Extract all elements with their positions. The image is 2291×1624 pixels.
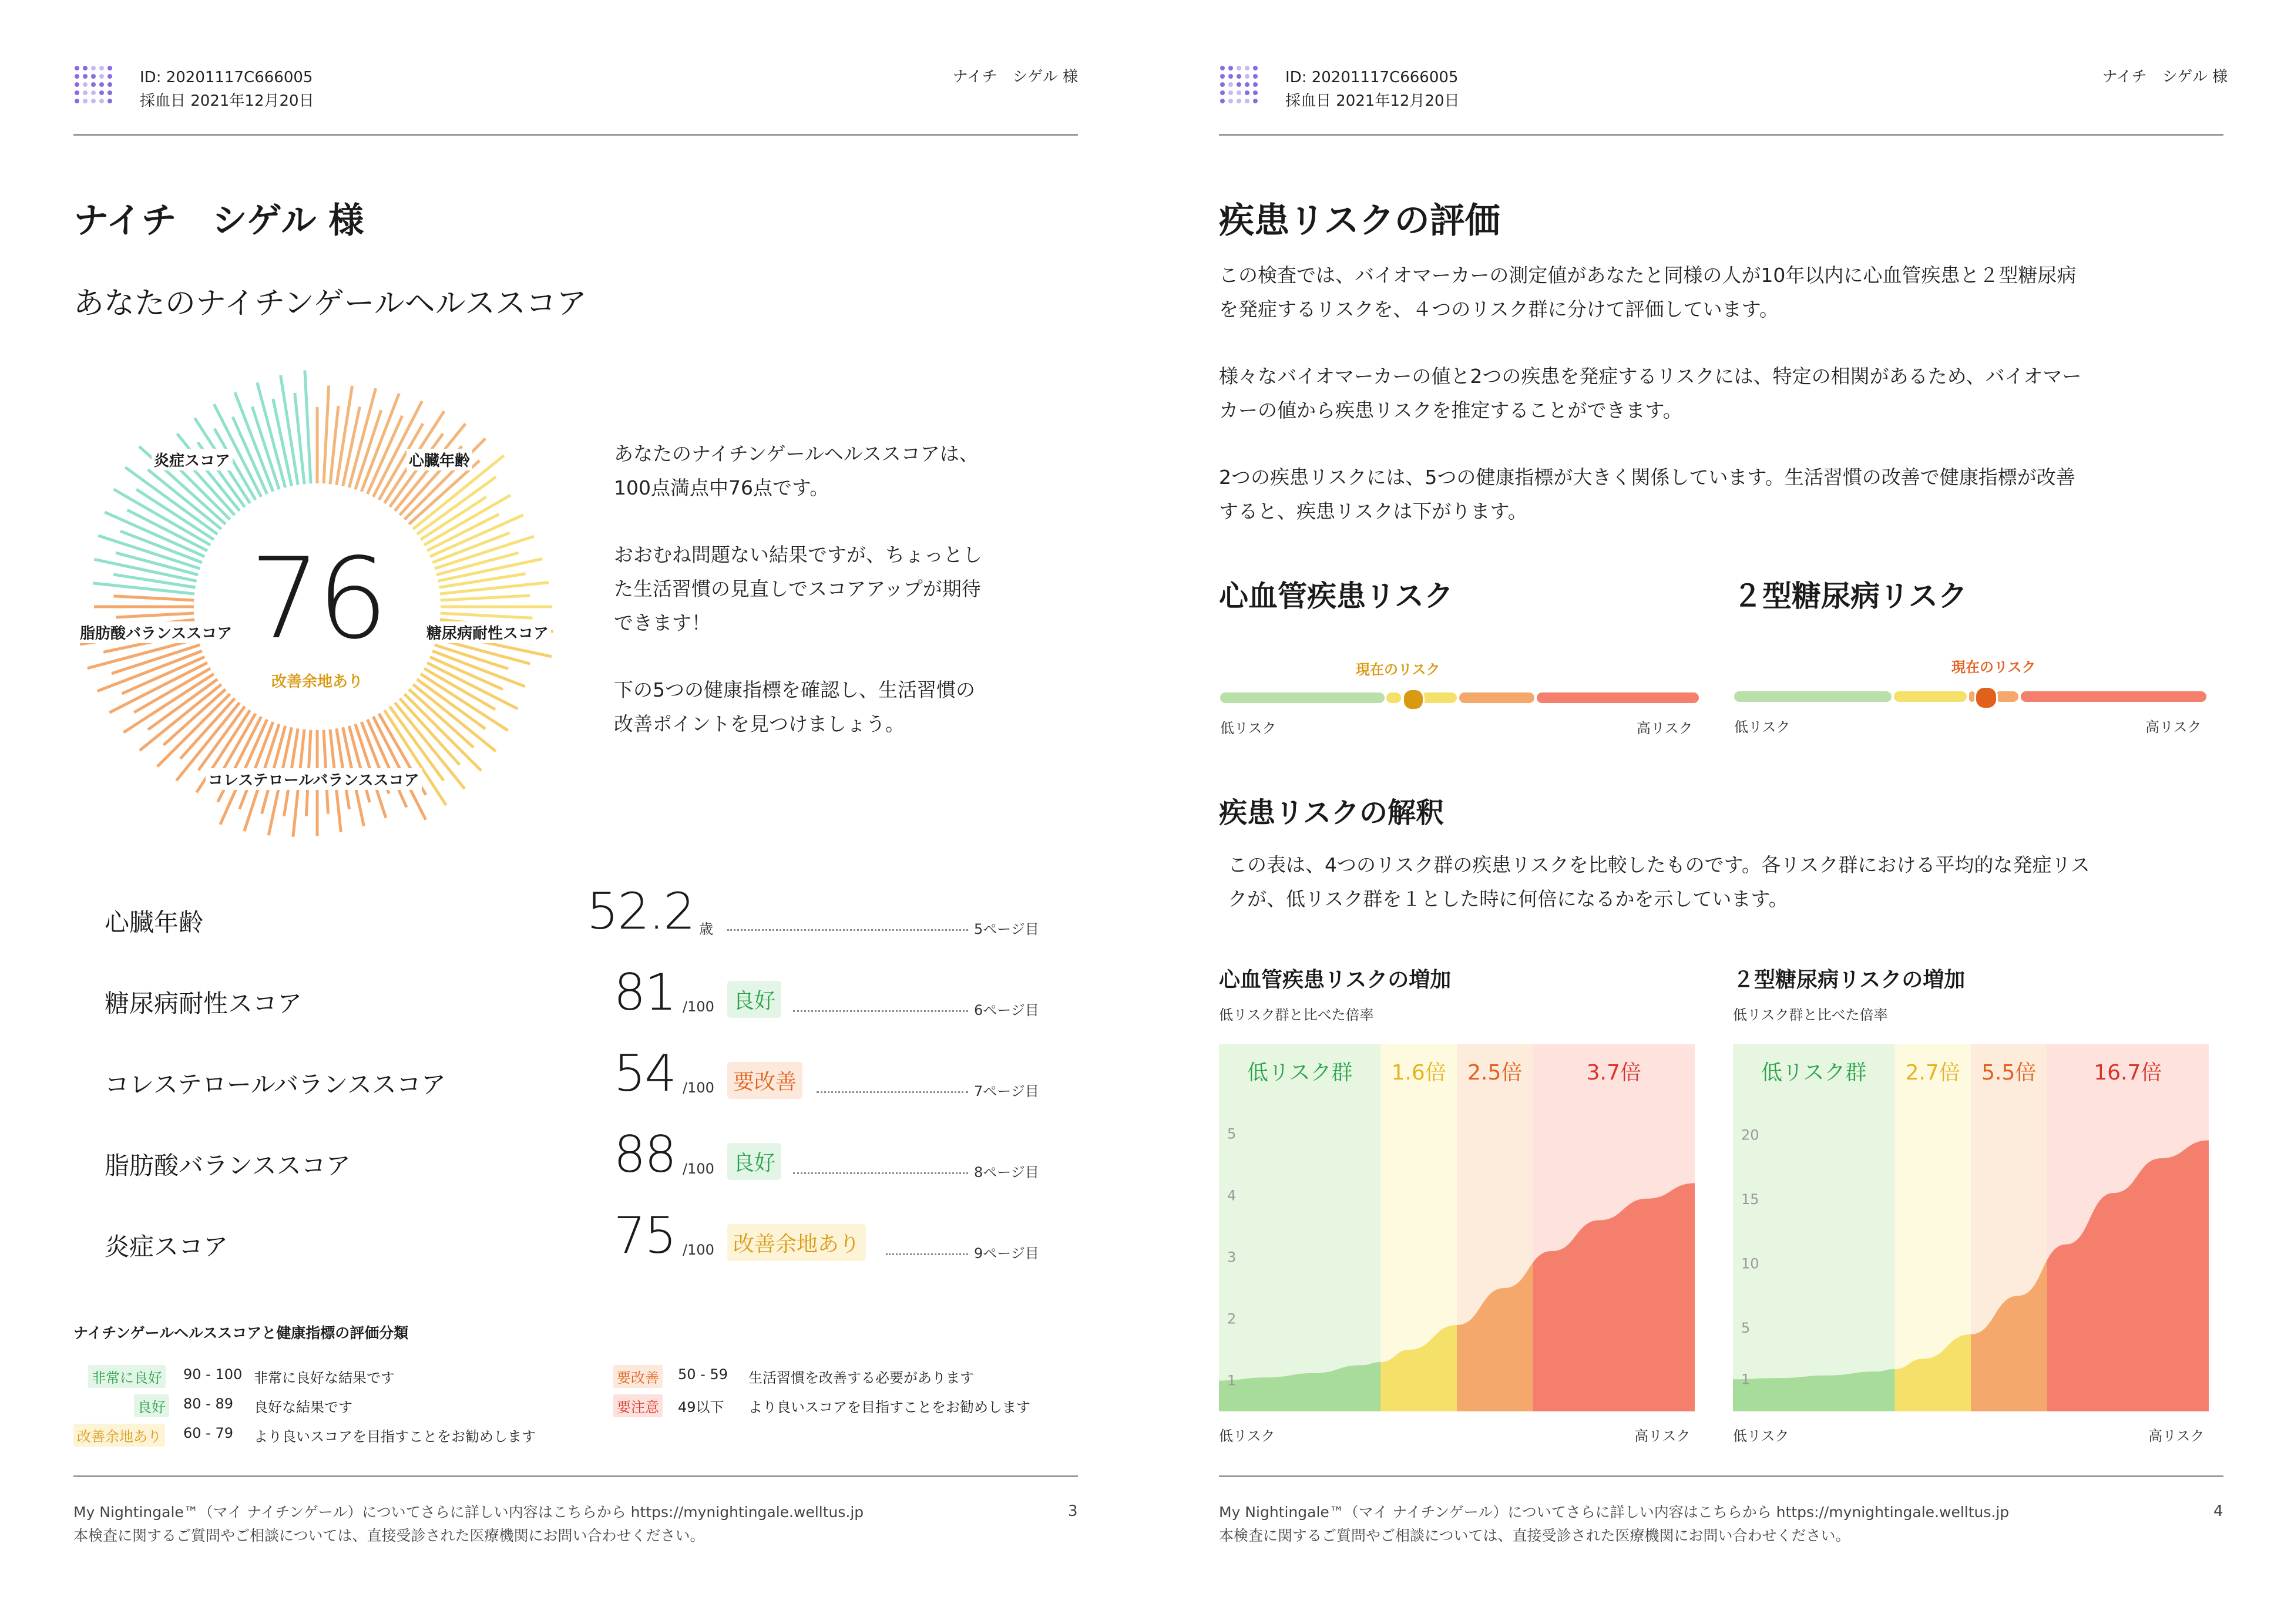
indicator-unit: /100 bbox=[683, 1161, 714, 1177]
indicator-value: 88 bbox=[613, 1125, 676, 1184]
footer-line: 本検査に関するご質問やご相談については、直接受診された医療機関にお問い合わせください。 bbox=[73, 1527, 705, 1544]
health-score-value: 76 bbox=[250, 534, 385, 664]
cvd-chart-ylabel: 低リスク群と比べた倍率 bbox=[1219, 1007, 1374, 1023]
t2d-chart-xlabel-low: 低リスク bbox=[1733, 1428, 1789, 1444]
cvd-risk-chart bbox=[1219, 1044, 1695, 1411]
para-line: カーの値から疾患リスクを推定することができます。 bbox=[1219, 399, 1682, 422]
leader-dots bbox=[793, 1010, 968, 1012]
score-wheel-ray bbox=[113, 596, 194, 600]
legend-text: より良いスコアを目指すことをお勧めします bbox=[254, 1428, 536, 1445]
intro-line: あなたのナイチンゲールヘルススコアは、 bbox=[614, 442, 979, 465]
interpretation-text bbox=[1228, 848, 2090, 916]
status-badge-good: 良好 bbox=[727, 1143, 781, 1180]
footer-text bbox=[1219, 1501, 2009, 1548]
wheel-label-cholesterol: コレステロールバランススコア bbox=[206, 768, 422, 790]
footer-text bbox=[73, 1501, 864, 1548]
y-tick-label: 1 bbox=[1741, 1371, 1751, 1388]
header-id: ID: 20201117C666005 bbox=[140, 69, 313, 86]
risk-group-label: 低リスク群 bbox=[1247, 1061, 1353, 1085]
status-badge-room-for-improvement: 改善余地あり bbox=[727, 1224, 866, 1261]
score-wheel-ray bbox=[337, 386, 352, 485]
cvd-risk-title: 心血管疾患リスク bbox=[1219, 579, 1453, 613]
leader-dots bbox=[793, 1172, 968, 1174]
y-tick-label: 5 bbox=[1741, 1319, 1751, 1336]
legend-range: 80 - 89 bbox=[183, 1396, 233, 1412]
leader-dots bbox=[727, 929, 968, 931]
para-line: クが、低リスク群を１とした時に何倍になるかを示しています。 bbox=[1228, 887, 1788, 910]
y-tick-label: 10 bbox=[1741, 1255, 1759, 1272]
nightingale-logo-icon bbox=[1219, 65, 1266, 106]
cvd-current-risk-label: 現在のリスク bbox=[1356, 661, 1440, 678]
y-tick-label: 3 bbox=[1227, 1249, 1237, 1266]
indicator-value: 54 bbox=[613, 1044, 676, 1103]
score-wheel-ray bbox=[430, 515, 523, 557]
intro-line: おおむね問題ない結果ですが、ちょっとし bbox=[614, 543, 982, 566]
t2d-bar-mid-low bbox=[1894, 691, 1967, 702]
score-wheel-ray bbox=[127, 510, 207, 550]
cvd-bar-mid-low-2 bbox=[1422, 692, 1457, 703]
score-wheel-ray bbox=[116, 613, 194, 617]
risk-group-label: 1.6倍 bbox=[1391, 1061, 1446, 1085]
risk-group-label: 3.7倍 bbox=[1586, 1061, 1641, 1085]
indicator-label: 炎症スコア bbox=[105, 1232, 229, 1261]
indicator-page-ref: 9ページ目 bbox=[974, 1245, 1039, 1262]
t2d-bar-low bbox=[1734, 691, 1892, 702]
indicator-unit: /100 bbox=[683, 1080, 714, 1096]
legend-text: 非常に良好な結果です bbox=[254, 1370, 395, 1386]
header-date: 採血日 2021年12月20日 bbox=[140, 92, 314, 110]
t2d-bar-high bbox=[2021, 691, 2206, 702]
cvd-chart-xlabel-low: 低リスク bbox=[1219, 1428, 1275, 1444]
interpretation-title: 疾患リスクの解釈 bbox=[1219, 796, 1445, 829]
wheel-label-diabetes: 糖尿病耐性スコア bbox=[424, 621, 551, 643]
t2d-bar-mid-high-2 bbox=[1995, 691, 2018, 702]
y-tick-label: 15 bbox=[1741, 1191, 1759, 1208]
leader-dots bbox=[886, 1253, 968, 1255]
indicator-unit: /100 bbox=[683, 998, 714, 1015]
status-badge-needs-improvement: 要改善 bbox=[727, 1062, 802, 1099]
y-tick-label: 2 bbox=[1227, 1310, 1237, 1327]
indicator-page-ref: 8ページ目 bbox=[974, 1164, 1039, 1181]
intro-line: 100点満点中76点です。 bbox=[614, 476, 829, 499]
cvd-bar-low bbox=[1220, 692, 1385, 703]
cvd-bar-high bbox=[1537, 692, 1699, 703]
intro-line: た生活習慣の見直しでスコアアップが期待 bbox=[614, 577, 981, 600]
legend-title: ナイチンゲールヘルススコアと健康指標の評価分類 bbox=[73, 1324, 409, 1341]
header-date: 採血日 2021年12月20日 bbox=[1285, 92, 1460, 110]
header-id: ID: 20201117C666005 bbox=[1285, 69, 1459, 86]
legend-badge-needs-improvement: 要改善 bbox=[613, 1365, 663, 1388]
nightingale-logo-icon bbox=[73, 65, 120, 106]
t2d-current-risk-marker bbox=[1974, 686, 1998, 710]
footer-divider bbox=[1219, 1475, 2223, 1477]
wheel-label-heart-age: 心臓年齢 bbox=[407, 449, 472, 470]
status-badge-good: 良好 bbox=[727, 981, 781, 1018]
legend-range: 90 - 100 bbox=[183, 1366, 243, 1383]
header-id-block bbox=[1285, 66, 1460, 113]
t2d-chart-ylabel: 低リスク群と比べた倍率 bbox=[1733, 1007, 1888, 1023]
legend-text: 良好な結果です bbox=[254, 1399, 352, 1415]
risk-intro-paragraph bbox=[1219, 258, 2076, 327]
page-right bbox=[1146, 0, 2291, 1624]
y-tick-label: 5 bbox=[1227, 1125, 1237, 1142]
footer-line: My Nightingale™（マイ ナイチンゲール）についてさらに詳しい内容はこちらから https://mynightingale.welltus.jp bbox=[1219, 1504, 2010, 1521]
t2d-risk-chart bbox=[1733, 1044, 2209, 1411]
legend-range: 49以下 bbox=[678, 1399, 724, 1415]
cvd-bar-mid-high bbox=[1459, 692, 1534, 703]
intro-line: 下の5つの健康指標を確認し、生活習慣の bbox=[614, 678, 975, 701]
footer-line: 本検査に関するご質問やご相談については、直接受診された医療機関にお問い合わせください。 bbox=[1219, 1527, 1850, 1544]
para-line: この検査では、バイオマーカーの測定値があなたと同様の人が10年以内に心血管疾患と２型糖尿病 bbox=[1219, 264, 2077, 287]
header-name: ナイチ シゲル 様 bbox=[952, 68, 1078, 86]
risk-group-label: 低リスク群 bbox=[1761, 1061, 1867, 1085]
score-wheel-ray bbox=[305, 371, 311, 484]
section-subtitle: あなたのナイチンゲールヘルススコア bbox=[73, 286, 587, 321]
page-title: ナイチ シゲル 様 bbox=[73, 200, 364, 241]
header-divider bbox=[73, 134, 1078, 136]
t2d-chart-title: ２型糖尿病リスクの増加 bbox=[1733, 968, 1966, 992]
indicator-unit: 歳 bbox=[699, 921, 713, 937]
legend-text: より良いスコアを目指すことをお勧めします bbox=[748, 1399, 1030, 1415]
page-title: 疾患リスクの評価 bbox=[1219, 200, 1500, 241]
page-number: 4 bbox=[2213, 1502, 2223, 1520]
leader-dots bbox=[817, 1091, 968, 1093]
indicator-label: 心臓年齢 bbox=[105, 908, 204, 937]
wheel-label-inflammation: 炎症スコア bbox=[152, 449, 233, 470]
indicator-value: 52.2 bbox=[586, 882, 694, 941]
score-wheel-ray bbox=[324, 386, 329, 484]
cvd-bar-mid-low bbox=[1386, 692, 1401, 703]
legend-badge-excellent: 非常に良好 bbox=[88, 1365, 166, 1388]
header-id-block bbox=[140, 66, 314, 113]
y-tick-label: 20 bbox=[1741, 1127, 1759, 1144]
indicator-page-ref: 6ページ目 bbox=[974, 1002, 1039, 1018]
header-name: ナイチ シゲル 様 bbox=[2102, 68, 2228, 86]
wheel-label-fatty-acid: 脂肪酸バランススコア bbox=[78, 621, 234, 643]
cvd-chart-xlabel-high: 高リスク bbox=[1634, 1428, 1691, 1444]
para-line: 様々なバイオマーカーの値と2つの疾患を発症するリスクには、特定の相関があるため、バイオマー bbox=[1219, 365, 2082, 388]
score-wheel-ray bbox=[441, 613, 533, 618]
header-divider bbox=[1219, 134, 2223, 136]
indicator-label: 脂肪酸バランススコア bbox=[105, 1151, 351, 1180]
legend-range: 50 - 59 bbox=[678, 1366, 728, 1383]
t2d-risk-title: ２型糖尿病リスク bbox=[1733, 579, 1967, 613]
risk-group-label: 2.7倍 bbox=[1905, 1061, 1960, 1085]
risk-group-background bbox=[1733, 1044, 1894, 1411]
score-intro-text bbox=[614, 437, 982, 741]
risk-group-label: 5.5倍 bbox=[1981, 1061, 2037, 1085]
indicator-label: コレステロールバランススコア bbox=[105, 1070, 446, 1099]
indicator-value: 81 bbox=[613, 963, 676, 1022]
score-wheel-ray bbox=[134, 668, 210, 712]
legend-text: 生活習慣を改善する必要があります bbox=[748, 1370, 974, 1386]
risk-group-label: 16.7倍 bbox=[2094, 1061, 2162, 1085]
para-line: を発症するリスクを、４つのリスク群に分けて評価しています。 bbox=[1219, 298, 1779, 321]
risk-indicator-paragraph bbox=[1219, 460, 2075, 529]
y-tick-label: 4 bbox=[1227, 1187, 1237, 1204]
legend-badge-room: 改善余地あり bbox=[73, 1424, 165, 1447]
t2d-high-label: 高リスク bbox=[2145, 719, 2202, 735]
intro-line: 改善ポイントを見つけましょう。 bbox=[614, 712, 905, 735]
cvd-high-label: 高リスク bbox=[1637, 720, 1693, 737]
para-line: この表は、4つのリスク群の疾患リスクを比較したものです。各リスク群における平均的な発症リス bbox=[1228, 853, 2090, 876]
para-line: すると、疾患リスクは下がります。 bbox=[1219, 500, 1527, 523]
indicator-label: 糖尿病耐性スコア bbox=[105, 989, 303, 1018]
health-score-status: 改善余地あり bbox=[271, 673, 363, 691]
risk-group-background bbox=[1219, 1044, 1380, 1411]
t2d-low-label: 低リスク bbox=[1734, 719, 1791, 735]
indicator-page-ref: 5ページ目 bbox=[974, 921, 1039, 937]
legend-badge-good: 良好 bbox=[134, 1394, 169, 1417]
legend-range: 60 - 79 bbox=[183, 1425, 233, 1441]
cvd-chart-title: 心血管疾患リスクの増加 bbox=[1219, 968, 1452, 992]
legend-badge-caution: 要注意 bbox=[613, 1394, 663, 1417]
indicator-unit: /100 bbox=[683, 1242, 714, 1258]
footer-divider bbox=[73, 1475, 1078, 1477]
indicator-page-ref: 7ページ目 bbox=[974, 1083, 1039, 1100]
footer-line: My Nightingale™（マイ ナイチンゲール）についてさらに詳しい内容はこちらから https://mynightingale.welltus.jp bbox=[73, 1504, 864, 1521]
indicator-value: 75 bbox=[613, 1206, 676, 1265]
risk-group-label: 2.5倍 bbox=[1467, 1061, 1523, 1085]
t2d-current-risk-label: 現在のリスク bbox=[1951, 659, 2036, 675]
score-wheel-ray bbox=[98, 651, 202, 691]
intro-line: できます！ bbox=[614, 611, 711, 634]
para-line: 2つの疾患リスクには、5つの健康指標が大きく関係しています。生活習慣の改善で健康指標が改善 bbox=[1219, 466, 2075, 489]
cvd-current-risk-marker bbox=[1402, 688, 1425, 711]
y-tick-label: 1 bbox=[1227, 1372, 1237, 1389]
score-wheel-ray bbox=[441, 596, 530, 600]
risk-correlation-paragraph bbox=[1219, 359, 2081, 428]
page-number: 3 bbox=[1068, 1502, 1078, 1520]
t2d-chart-xlabel-high: 高リスク bbox=[2148, 1428, 2205, 1444]
cvd-low-label: 低リスク bbox=[1220, 720, 1276, 737]
